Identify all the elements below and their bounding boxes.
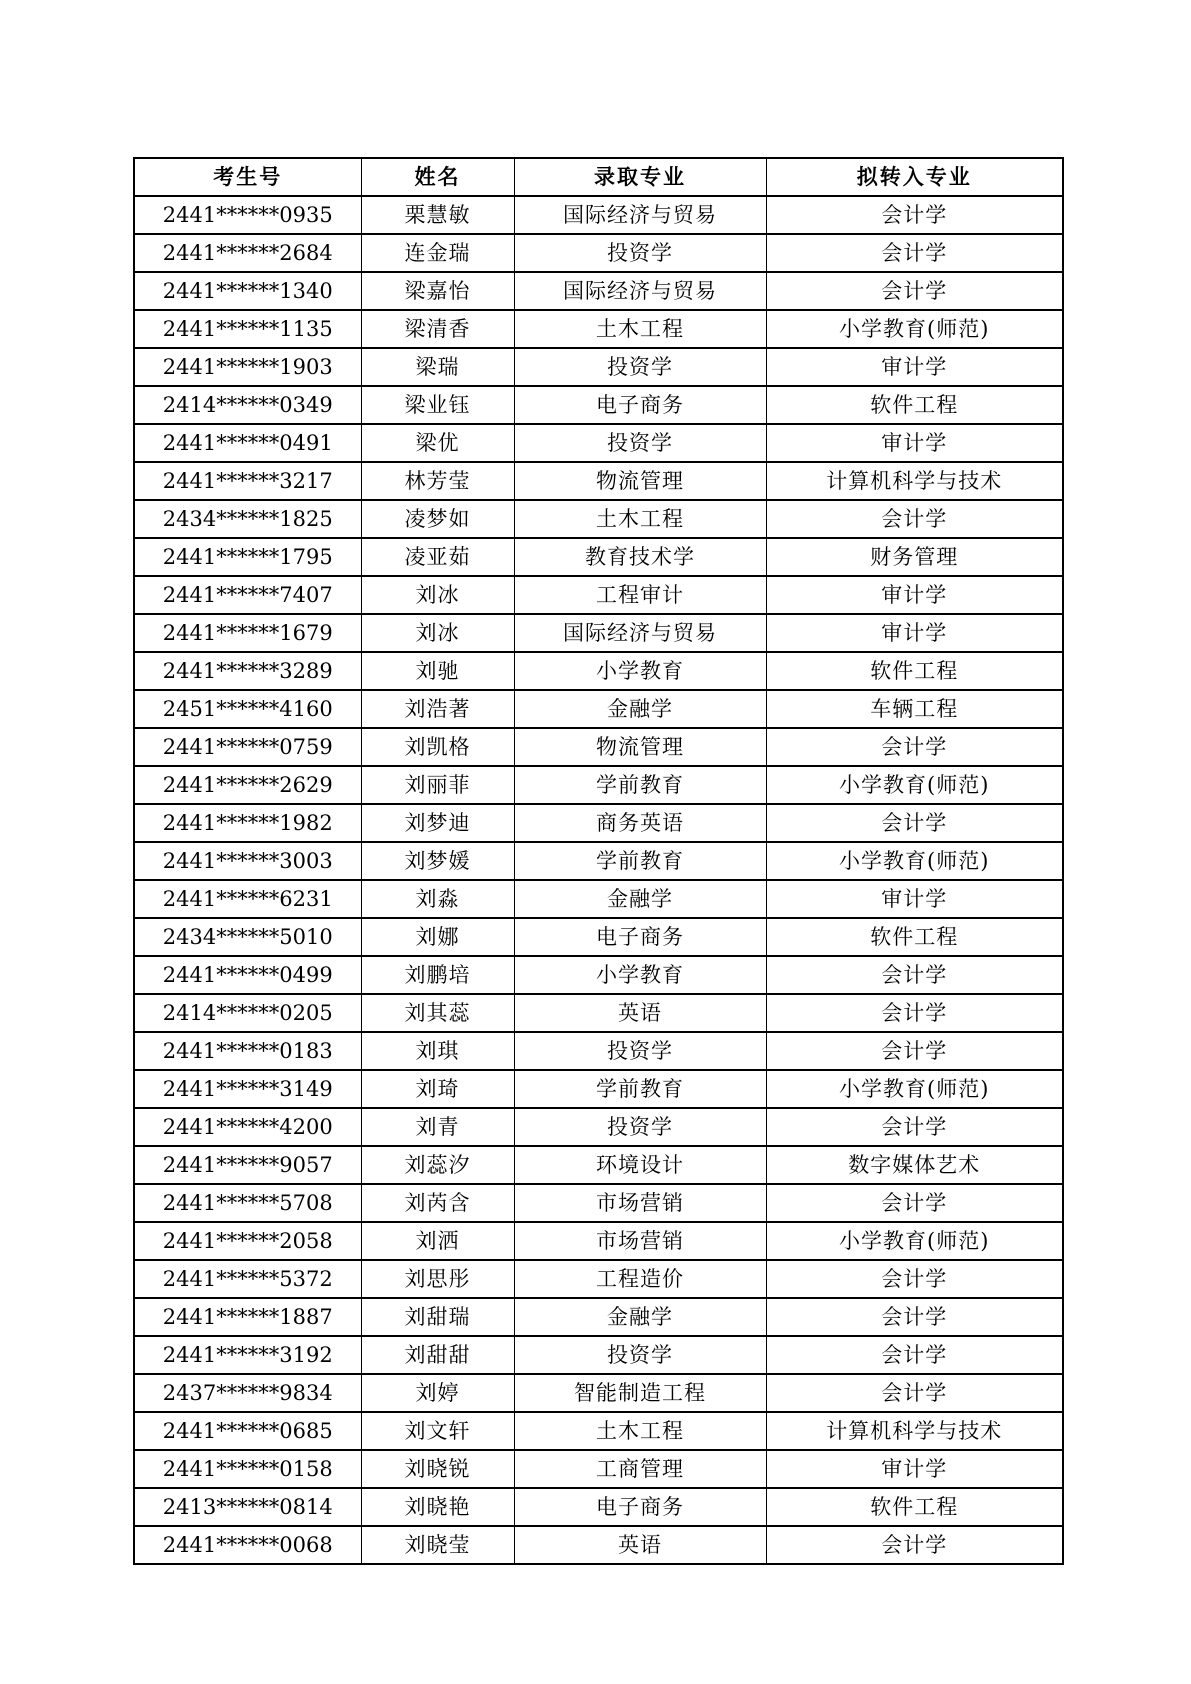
target-major-cell: 计算机科学与技术 [766,462,1063,500]
name-cell: 刘娜 [361,918,514,956]
table-row [134,1450,1063,1488]
target-major-cell: 会计学 [766,1108,1063,1146]
candidate-number-cell: 2441******9057 [134,1146,361,1184]
target-major-cell: 会计学 [766,500,1063,538]
candidate-number-cell: 2441******3289 [134,652,361,690]
candidate-number-cell: 2414******0349 [134,386,361,424]
admitted-major-cell: 电子商务 [514,386,766,424]
target-major-cell: 软件工程 [766,386,1063,424]
table-row [134,880,1063,918]
target-major-cell: 会计学 [766,1032,1063,1070]
admitted-major-cell: 投资学 [514,1336,766,1374]
admitted-major-cell: 金融学 [514,880,766,918]
candidate-number-cell: 2441******1135 [134,310,361,348]
admitted-major-cell: 土木工程 [514,1412,766,1450]
target-major-cell: 会计学 [766,804,1063,842]
admitted-major-cell: 物流管理 [514,728,766,766]
admitted-major-cell: 投资学 [514,1108,766,1146]
table-body [134,196,1063,1564]
target-major-cell: 审计学 [766,424,1063,462]
admitted-major-cell: 学前教育 [514,842,766,880]
target-major-cell: 审计学 [766,1450,1063,1488]
candidate-number-cell: 2441******5372 [134,1260,361,1298]
admitted-major-cell: 工程造价 [514,1260,766,1298]
table-row [134,804,1063,842]
header-target-major: 拟转入专业 [766,158,1063,196]
target-major-cell: 会计学 [766,1526,1063,1564]
admitted-major-cell: 土木工程 [514,500,766,538]
admitted-major-cell: 学前教育 [514,766,766,804]
table-row [134,1412,1063,1450]
header-admitted-major: 录取专业 [514,158,766,196]
name-cell: 刘青 [361,1108,514,1146]
name-cell: 林芳莹 [361,462,514,500]
table-header-row [134,158,1063,196]
table-row [134,1184,1063,1222]
target-major-cell: 会计学 [766,728,1063,766]
candidate-number-cell: 2441******3192 [134,1336,361,1374]
candidate-number-cell: 2441******0491 [134,424,361,462]
candidate-number-cell: 2441******0759 [134,728,361,766]
header-candidate-number: 考生号 [134,158,361,196]
candidate-number-cell: 2413******0814 [134,1488,361,1526]
name-cell: 刘琦 [361,1070,514,1108]
table-row [134,690,1063,728]
candidate-number-cell: 2434******5010 [134,918,361,956]
candidate-number-cell: 2441******1340 [134,272,361,310]
candidate-number-cell: 2441******0158 [134,1450,361,1488]
candidate-number-cell: 2441******4200 [134,1108,361,1146]
name-cell: 刘蕊汐 [361,1146,514,1184]
name-cell: 刘凯格 [361,728,514,766]
name-cell: 刘琪 [361,1032,514,1070]
admitted-major-cell: 市场营销 [514,1222,766,1260]
name-cell: 刘其蕊 [361,994,514,1032]
target-major-cell: 审计学 [766,576,1063,614]
candidate-number-cell: 2441******5708 [134,1184,361,1222]
candidate-number-cell: 2441******1982 [134,804,361,842]
table-row [134,272,1063,310]
admitted-major-cell: 工商管理 [514,1450,766,1488]
admitted-major-cell: 小学教育 [514,956,766,994]
name-cell: 刘晓艳 [361,1488,514,1526]
name-cell: 刘晓锐 [361,1450,514,1488]
admitted-major-cell: 土木工程 [514,310,766,348]
target-major-cell: 会计学 [766,1336,1063,1374]
name-cell: 刘晓莹 [361,1526,514,1564]
name-cell: 刘文轩 [361,1412,514,1450]
table-row [134,1374,1063,1412]
candidate-number-cell: 2441******3003 [134,842,361,880]
target-major-cell: 会计学 [766,1298,1063,1336]
candidate-number-cell: 2441******1795 [134,538,361,576]
name-cell: 刘驰 [361,652,514,690]
admitted-major-cell: 投资学 [514,348,766,386]
transfer-major-table [133,157,1064,1565]
target-major-cell: 软件工程 [766,1488,1063,1526]
candidate-number-cell: 2441******0935 [134,196,361,234]
header-name: 姓名 [361,158,514,196]
name-cell: 刘婷 [361,1374,514,1412]
table-row [134,1222,1063,1260]
target-major-cell: 软件工程 [766,918,1063,956]
candidate-number-cell: 2441******1679 [134,614,361,652]
name-cell: 刘芮含 [361,1184,514,1222]
target-major-cell: 会计学 [766,1374,1063,1412]
table-row [134,1108,1063,1146]
target-major-cell: 会计学 [766,1184,1063,1222]
name-cell: 刘甜瑞 [361,1298,514,1336]
admitted-major-cell: 学前教育 [514,1070,766,1108]
admitted-major-cell: 金融学 [514,690,766,728]
target-major-cell: 审计学 [766,614,1063,652]
table-row [134,956,1063,994]
table-row [134,1146,1063,1184]
target-major-cell: 小学教育(师范) [766,1222,1063,1260]
admitted-major-cell: 智能制造工程 [514,1374,766,1412]
table-row [134,918,1063,956]
candidate-number-cell: 2441******0499 [134,956,361,994]
candidate-number-cell: 2441******3149 [134,1070,361,1108]
table-row [134,500,1063,538]
name-cell: 凌亚茹 [361,538,514,576]
admitted-major-cell: 商务英语 [514,804,766,842]
name-cell: 梁嘉怡 [361,272,514,310]
candidate-number-cell: 2441******2058 [134,1222,361,1260]
name-cell: 梁瑞 [361,348,514,386]
table-row [134,234,1063,272]
target-major-cell: 会计学 [766,994,1063,1032]
admitted-major-cell: 电子商务 [514,918,766,956]
table-row [134,994,1063,1032]
table-row [134,1526,1063,1564]
name-cell: 凌梦如 [361,500,514,538]
table-row [134,842,1063,880]
admitted-major-cell: 投资学 [514,1032,766,1070]
target-major-cell: 会计学 [766,196,1063,234]
target-major-cell: 财务管理 [766,538,1063,576]
candidate-number-cell: 2451******4160 [134,690,361,728]
candidate-number-cell: 2441******2629 [134,766,361,804]
table-row [134,728,1063,766]
table-row [134,1032,1063,1070]
admitted-major-cell: 英语 [514,994,766,1032]
name-cell: 梁优 [361,424,514,462]
target-major-cell: 会计学 [766,272,1063,310]
table-row [134,310,1063,348]
target-major-cell: 小学教育(师范) [766,310,1063,348]
candidate-number-cell: 2441******0068 [134,1526,361,1564]
name-cell: 刘冰 [361,614,514,652]
admitted-major-cell: 金融学 [514,1298,766,1336]
target-major-cell: 会计学 [766,956,1063,994]
name-cell: 刘冰 [361,576,514,614]
name-cell: 刘丽菲 [361,766,514,804]
target-major-cell: 计算机科学与技术 [766,1412,1063,1450]
table-row [134,196,1063,234]
admitted-major-cell: 电子商务 [514,1488,766,1526]
name-cell: 刘浩著 [361,690,514,728]
table-row [134,1070,1063,1108]
admitted-major-cell: 物流管理 [514,462,766,500]
name-cell: 连金瑞 [361,234,514,272]
admitted-major-cell: 国际经济与贸易 [514,614,766,652]
target-major-cell: 数字媒体艺术 [766,1146,1063,1184]
table-row [134,766,1063,804]
target-major-cell: 软件工程 [766,652,1063,690]
candidate-number-cell: 2441******3217 [134,462,361,500]
candidate-number-cell: 2441******7407 [134,576,361,614]
admitted-major-cell: 国际经济与贸易 [514,272,766,310]
name-cell: 刘淼 [361,880,514,918]
target-major-cell: 审计学 [766,348,1063,386]
target-major-cell: 会计学 [766,234,1063,272]
name-cell: 梁业钰 [361,386,514,424]
table-row [134,538,1063,576]
table-row [134,348,1063,386]
table-row [134,652,1063,690]
name-cell: 刘梦迪 [361,804,514,842]
table-row [134,1488,1063,1526]
admitted-major-cell: 投资学 [514,234,766,272]
admitted-major-cell: 环境设计 [514,1146,766,1184]
target-major-cell: 小学教育(师范) [766,842,1063,880]
name-cell: 刘甜甜 [361,1336,514,1374]
admitted-major-cell: 小学教育 [514,652,766,690]
candidate-number-cell: 2414******0205 [134,994,361,1032]
table-row [134,424,1063,462]
name-cell: 栗慧敏 [361,196,514,234]
candidate-number-cell: 2441******1903 [134,348,361,386]
candidate-number-cell: 2437******9834 [134,1374,361,1412]
admitted-major-cell: 投资学 [514,424,766,462]
table-row [134,386,1063,424]
table-row [134,1336,1063,1374]
candidate-number-cell: 2441******0685 [134,1412,361,1450]
target-major-cell: 审计学 [766,880,1063,918]
name-cell: 刘洒 [361,1222,514,1260]
admitted-major-cell: 市场营销 [514,1184,766,1222]
candidate-number-cell: 2441******6231 [134,880,361,918]
admitted-major-cell: 工程审计 [514,576,766,614]
name-cell: 梁清香 [361,310,514,348]
target-major-cell: 会计学 [766,1260,1063,1298]
table-row [134,614,1063,652]
name-cell: 刘梦媛 [361,842,514,880]
target-major-cell: 小学教育(师范) [766,766,1063,804]
admitted-major-cell: 英语 [514,1526,766,1564]
name-cell: 刘鹏培 [361,956,514,994]
candidate-number-cell: 2434******1825 [134,500,361,538]
candidate-number-cell: 2441******2684 [134,234,361,272]
table-row [134,1298,1063,1336]
candidate-number-cell: 2441******1887 [134,1298,361,1336]
name-cell: 刘思彤 [361,1260,514,1298]
table-row [134,462,1063,500]
candidate-number-cell: 2441******0183 [134,1032,361,1070]
admitted-major-cell: 国际经济与贸易 [514,196,766,234]
target-major-cell: 车辆工程 [766,690,1063,728]
table-row [134,576,1063,614]
target-major-cell: 小学教育(师范) [766,1070,1063,1108]
table-row [134,1260,1063,1298]
admitted-major-cell: 教育技术学 [514,538,766,576]
